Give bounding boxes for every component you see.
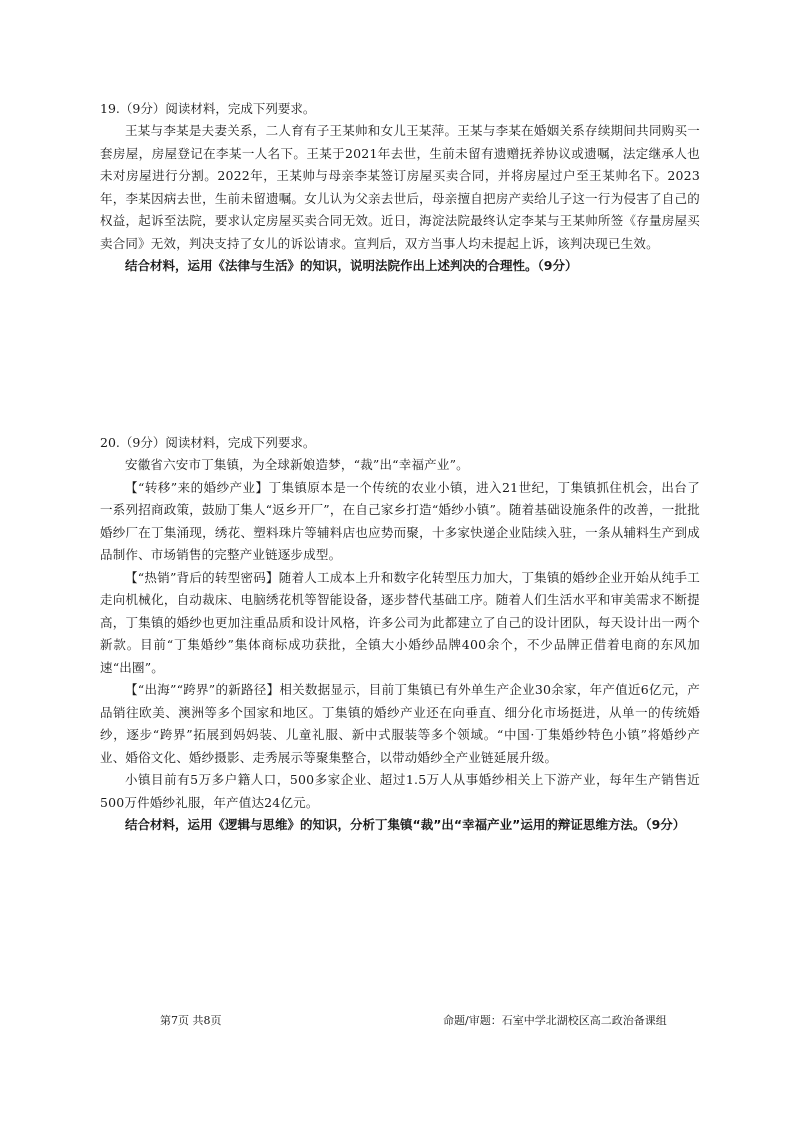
section-3-text: 相关数据显示，目前丁集镇已有外单生产企业30余家，年产值近6亿元，产品销往欧美、澳洲等多个国家和地区。丁集镇的婚纱产业还在向垂直、细分化市场挺进，从单一的传统婚纱，逐步“跨界”拓展到妈妈装、儿童礼服、新中式服装等多个领域。“中国·丁集婚纱特色小镇”将婚纱产业、婚俗文化、婚纱摄影、走秀展示等聚集整合，以带动婚纱全产业链延展升级。 <box>100 682 700 765</box>
question-19-material: 王某与李某是夫妻关系，二人育有子王某帅和女儿王某萍。王某与李某在婚姻关系存续期间共同购买一套房屋，房屋登记在李某一人名下。王某于2021年去世，生前未留有遗赠抚养协议或遗嘱，法定继承人也未对房屋进行分割。2022年，王某帅与母亲李某签订房屋买卖合同，并将房屋过户至王某帅名下。2023年，李某因病去世，生前未留遗嘱。女儿认为父亲去世后，母亲擅自把房产卖给儿子这一行为侵害了自己的权益，起诉至法院，要求认定房屋买卖合同无效。近日，海淀法院最终认定李某与王某帅所签《存量房屋买卖合同》无效，判决支持了女儿的诉讼请求。宣判后，双方当事人均未提起上诉，该判决现已生效。 <box>100 123 700 251</box>
question-20-closing: 小镇目前有5万多户籍人口，500多家企业、超过1.5万人从事婚纱相关上下游产业，每年生产销售近500万件婚纱礼服，年产值达24亿元。 <box>100 772 700 810</box>
question-19-task: 结合材料，运用《法律与生活》的知识，说明法院作出上述判决的合理性。（9分） <box>125 258 578 273</box>
question-20-task: 结合材料，运用《逻辑与思维》的知识，分析丁集镇“裁”出“幸福产业”运用的辩证思维方法。（9分） <box>125 817 686 832</box>
question-19-heading: 19.（9分）阅读材料，完成下列要求。 <box>100 101 316 116</box>
footer-credit: 命题/审题：石室中学北湖校区高二政治备课组 <box>443 1014 667 1027</box>
section-3-title: 【“出海”“跨界”的新路径】 <box>125 682 280 697</box>
page-number: 第7页 共8页 <box>160 1014 222 1027</box>
question-19 <box>100 98 700 278</box>
question-20-intro: 安徽省六安市丁集镇，为全球新娘造梦，“裁”出“幸福产业”。 <box>125 457 469 472</box>
question-20 <box>100 432 700 837</box>
question-20-section-1 <box>100 477 700 567</box>
section-2-text: 随着人工成本上升和数字化转型压力加大，丁集镇的婚纱企业开始从纯手工走向机械化，自动裁床、电脑绣花机等智能设备，逐步替代基础工序。随着人们生活水平和审美需求不断提高，丁集镇的婚纱也更加注重品质和设计风格，许多公司为此都建立了自己的设计团队，每天设计出一两个新款。目前“丁集婚纱”集体商标成功获批，全镇大小婚纱品牌400余个，不少品牌正借着电商的东风加速“出圈”。 <box>100 569 700 675</box>
section-1-text: 丁集镇原本是一个传统的农业小镇，进入21世纪，丁集镇抓住机会，出台了一系列招商政策，鼓励丁集人“返乡开厂”，在自己家乡打造“婚纱小镇”。随着基础设施条件的改善，一批批婚纱厂在丁集涌现，绣花、塑料珠片等辅料店也应势而聚，十多家快递企业陆续入驻，一条从辅料生产到成品制作、市场销售的完整产业链逐步成型。 <box>100 479 700 562</box>
section-2-title: 【“热销”背后的转型密码】 <box>125 569 279 585</box>
question-20-heading: 20.（9分）阅读材料，完成下列要求。 <box>100 435 316 450</box>
question-20-section-3 <box>100 679 700 769</box>
section-1-title: 【“转移”来的婚纱产业】 <box>125 479 269 495</box>
question-20-section-2 <box>100 567 700 680</box>
